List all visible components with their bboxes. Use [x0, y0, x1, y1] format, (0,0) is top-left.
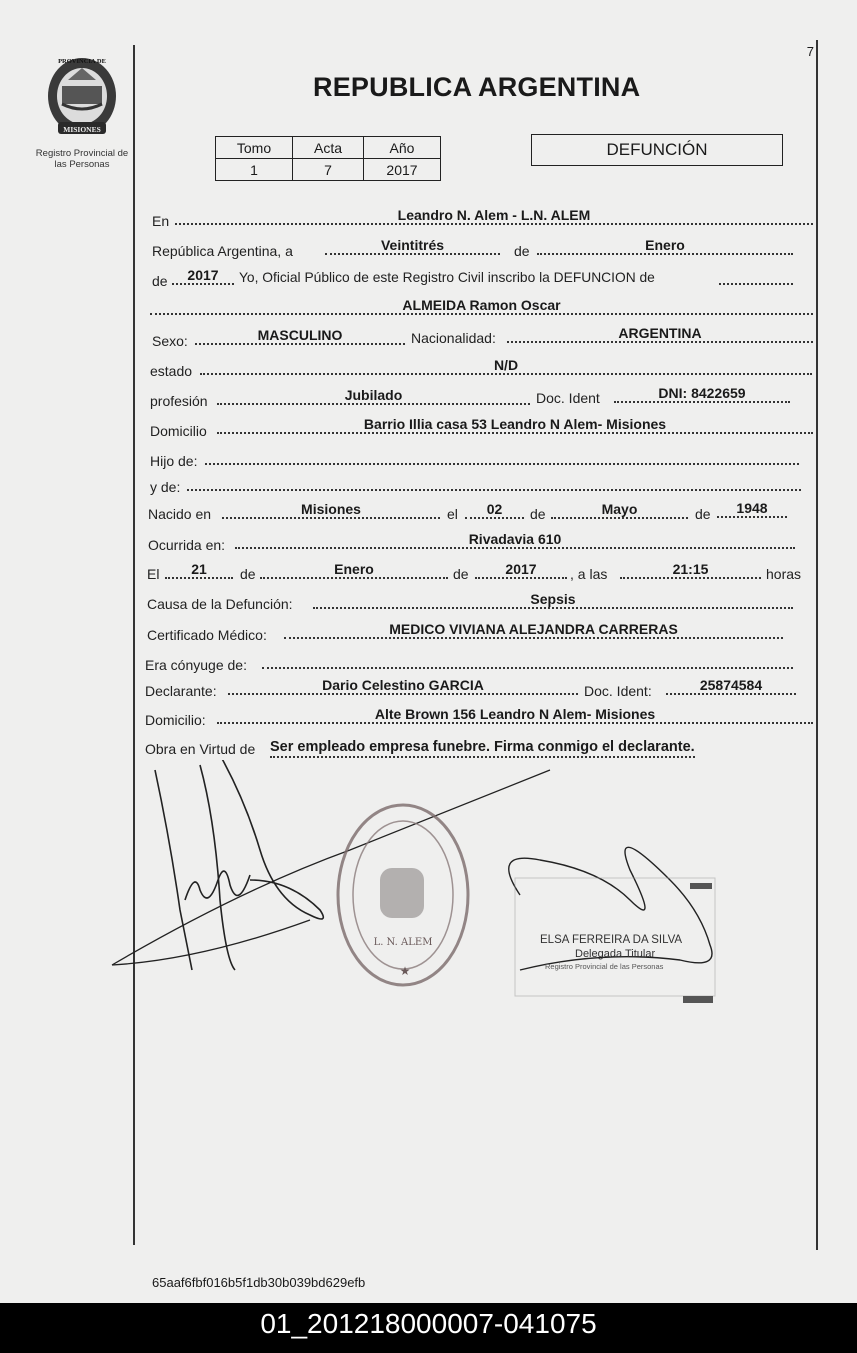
field-def-dia: 21 — [165, 562, 233, 579]
label-el-2: El — [147, 566, 160, 582]
field-nombre: ALMEIDA Ramon Oscar — [150, 298, 813, 315]
field-certificado: MEDICO VIVIANA ALEJANDRA CARRERAS — [284, 622, 783, 639]
field-def-mes: Enero — [260, 562, 448, 579]
document-hash: 65aaf6fbf016b5f1db30b039bd629efb — [152, 1275, 366, 1290]
field-obra-en-virtud: Ser empleado empresa funebre. Firma conmigo el declarante. — [270, 739, 695, 758]
registry-caption: Registro Provincial de las Personas — [35, 148, 129, 170]
label-doc-ident: Doc. Ident — [536, 390, 600, 406]
field-conyuge — [262, 652, 793, 669]
label-profesion: profesión — [150, 393, 208, 409]
field-anio: 2017 — [172, 268, 234, 285]
field-nac-anio: 1948 — [717, 501, 787, 518]
label-a-las: , a las — [570, 566, 608, 582]
declarant-signature — [112, 760, 550, 970]
record-value-tomo: 1 — [216, 159, 293, 181]
label-de-2: de — [152, 273, 168, 289]
left-margin-line — [133, 45, 135, 1245]
label-estado: estado — [150, 363, 193, 379]
label-de-6: de — [453, 566, 469, 582]
label-domicilio: Domicilio — [150, 423, 207, 439]
field-nac-dia: 02 — [465, 502, 524, 519]
field-dia-letras: Veintitrés — [325, 238, 500, 255]
logo-text-bottom: MISIONES — [63, 125, 101, 134]
field-def-hora: 21:15 — [620, 562, 761, 579]
field-declarante: Dario Celestino GARCIA — [228, 678, 578, 695]
official-org: Registro Provincial de las Personas — [545, 962, 664, 971]
label-en: En — [152, 213, 170, 229]
official-signature-stamp — [509, 847, 715, 1003]
label-y-de: y de: — [150, 479, 181, 495]
record-header-acta: Acta — [293, 137, 364, 159]
field-domicilio: Barrio Illia casa 53 Leandro N Alem- Misiones — [217, 417, 813, 434]
official-role: Delegada Titular — [575, 948, 656, 960]
field-sexo: MASCULINO — [195, 328, 405, 345]
label-nacido-en: Nacido en — [148, 506, 212, 522]
seal-center-text: L. N. ALEM — [373, 937, 433, 948]
field-hijo-de — [205, 448, 799, 465]
label-de-3: de — [530, 506, 546, 522]
field-dotted-end — [719, 268, 793, 285]
municipal-round-seal — [338, 805, 468, 985]
province-seal-logo — [44, 52, 120, 138]
record-header-tomo: Tomo — [216, 137, 293, 159]
record-header-anio: Año — [364, 137, 441, 159]
field-y-de — [187, 474, 801, 491]
footer-code-bar: 01_201218000007-041075 — [0, 1303, 857, 1353]
signatures-and-stamps — [100, 760, 760, 1030]
field-nac-mes: Mayo — [551, 502, 688, 519]
label-sexo: Sexo: — [152, 333, 188, 349]
field-causa: Sepsis — [313, 592, 793, 609]
label-nacionalidad: Nacionalidad: — [411, 330, 496, 346]
label-domicilio-2: Domicilio: — [145, 712, 206, 728]
field-def-anio: 2017 — [475, 562, 567, 579]
document-title: REPUBLICA ARGENTINA — [313, 72, 641, 102]
label-de-1: de — [514, 243, 530, 259]
logo-text-top: PROVINCIA DE — [58, 58, 106, 65]
label-declarante: Declarante: — [145, 683, 217, 699]
page-number: 7 — [806, 44, 814, 59]
field-lugar: Leandro N. Alem - L.N. ALEM — [175, 208, 813, 225]
right-margin-line — [816, 40, 818, 1250]
label-republica: República Argentina, a — [152, 243, 293, 259]
record-value-anio: 2017 — [364, 159, 441, 181]
label-conyuge: Era cónyuge de: — [145, 657, 247, 673]
label-causa: Causa de la Defunción: — [147, 596, 293, 612]
field-profesion: Jubilado — [217, 388, 530, 405]
field-declarante-doc: 25874584 — [666, 678, 796, 695]
label-yo: Yo, Oficial Público de este Registro Civil inscribo la DEFUNCION de — [239, 270, 655, 285]
label-hijo-de: Hijo de: — [150, 453, 198, 469]
field-ocurrida-en: Rivadavia 610 — [235, 532, 795, 549]
label-el: el — [447, 506, 458, 522]
record-value-acta: 7 — [293, 159, 364, 181]
svg-text:★: ★ — [399, 964, 411, 978]
record-type-box: DEFUNCIÓN — [531, 134, 783, 166]
label-certificado: Certificado Médico: — [147, 627, 267, 643]
record-table — [215, 136, 441, 181]
label-horas: horas — [766, 566, 802, 582]
field-mes: Enero — [537, 238, 793, 255]
field-nacionalidad: ARGENTINA — [507, 326, 813, 343]
label-ocurrida-en: Ocurrida en: — [148, 537, 226, 553]
field-declarante-domicilio: Alte Brown 156 Leandro N Alem- Misiones — [217, 707, 813, 724]
label-obra: Obra en Virtud de — [145, 741, 256, 757]
label-de-5: de — [240, 566, 256, 582]
field-doc-ident: DNI: 8422659 — [614, 386, 790, 403]
label-doc-ident-2: Doc. Ident: — [584, 683, 652, 699]
field-estado: N/D — [200, 358, 812, 375]
label-de-4: de — [695, 506, 711, 522]
official-name: ELSA FERREIRA DA SILVA — [540, 934, 683, 946]
field-nacido-en: Misiones — [222, 502, 440, 519]
